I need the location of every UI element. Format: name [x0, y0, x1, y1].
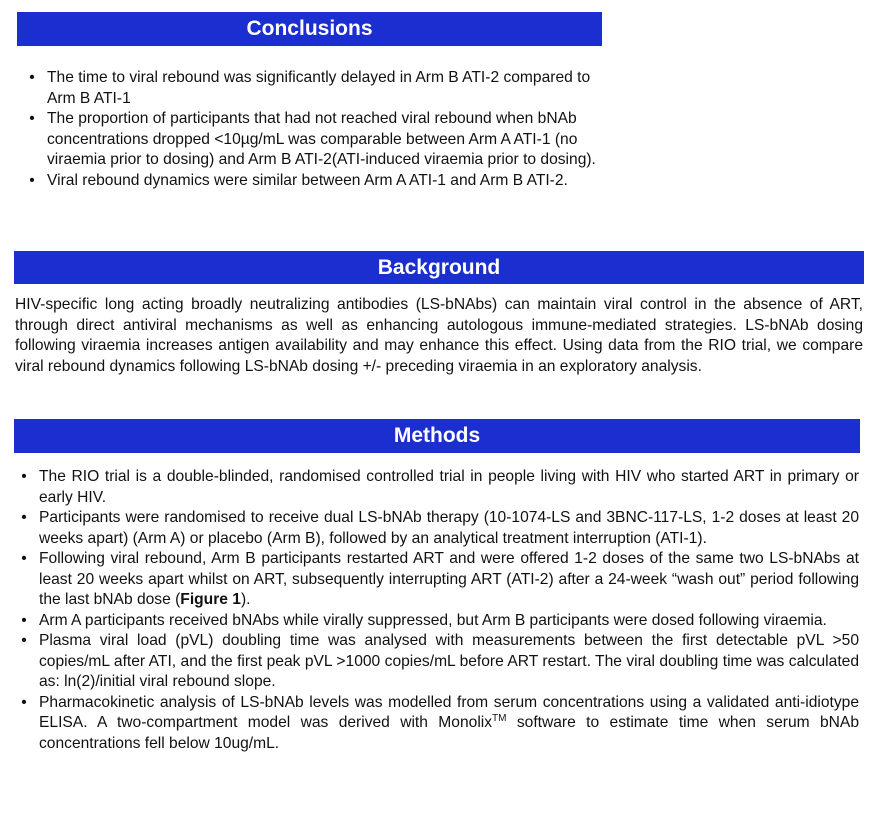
- list-item: [17, 467, 859, 508]
- conclusion-text: Viral rebound dynamics were similar between Arm A ATI-1 and Arm B ATI-2.: [47, 171, 568, 189]
- list-item: [25, 109, 615, 171]
- method-text: Pharmacokinetic analysis of LS-bNAb levels was modelled from serum concentrations using a validated anti-idiotype ELISA. A two-compartment model was derived with Monolix™ software to estimate time when serum bNAb concentrations fell below 10ug/mL.: [39, 693, 859, 752]
- conclusions-list: [25, 68, 615, 191]
- bullet-icon: •: [21, 693, 27, 711]
- trademark-superscript: TM: [492, 712, 507, 724]
- list-item: [17, 549, 859, 611]
- bullet-icon: •: [21, 550, 27, 567]
- list-item: [17, 508, 859, 549]
- list-item: [17, 631, 859, 693]
- conclusion-text: The proportion of participants that had not reached viral rebound when bNAb concentrations dropped <10µg/mL was comparable between Arm A ATI-1 (no viraemia prior to dosing) and Arm B ATI-2(ATI-induced viraemia prior to dosing).: [47, 110, 596, 168]
- bullet-icon: •: [29, 110, 35, 127]
- method-text: Following viral rebound, Arm B participants restarted ART and were offered 1-2 doses of the same two LS-bNAbs at least 20 weeks apart whilst on ART, subsequently interrupting ART (ATI-2) after a 24-week “wash out” period following the last bNAb dose (Figure 1).: [39, 550, 859, 608]
- bullet-icon: •: [21, 468, 27, 485]
- list-item: [17, 611, 859, 632]
- bullet-icon: •: [29, 171, 35, 189]
- list-item: [25, 68, 615, 109]
- list-item: [17, 693, 859, 755]
- bullet-icon: •: [21, 611, 27, 629]
- methods-list: [17, 467, 859, 754]
- method-text: Participants were randomised to receive dual LS-bNAb therapy (10-1074-LS and 3BNC-117-LS, 1-2 doses at least 20 weeks apart) (Arm A) or placebo (Arm B), followed by an analytical treatment interruption (ATI-1).: [39, 509, 859, 547]
- list-item: [25, 171, 615, 192]
- conclusion-text: The time to viral rebound was significantly delayed in Arm B ATI-2 compared to Arm B ATI-1: [47, 69, 591, 107]
- conclusions-heading: Conclusions: [17, 12, 602, 46]
- method-text: Arm A participants received bNAbs while virally suppressed, but Arm B participants were dosed following viraemia.: [39, 611, 827, 629]
- background-heading: Background: [14, 251, 864, 284]
- method-text: The RIO trial is a double-blinded, randomised controlled trial in people living with HIV who started ART in primary or early HIV.: [39, 468, 859, 506]
- bullet-icon: •: [29, 69, 35, 86]
- background-paragraph: HIV-specific long acting broadly neutralizing antibodies (LS-bNAbs) can maintain viral control in the absence of ART, through direct antiviral mechanisms as well as enhancing autologous immune-mediated strategies. LS-bNAb dosing following viraemia increases antigen availability and may enhance this effect. Using data from the RIO trial, we compare viral rebound dynamics following LS-bNAb dosing +/- preceding viraemia in an exploratory analysis.: [15, 296, 863, 375]
- bullet-icon: •: [21, 509, 27, 526]
- figure-reference: Figure 1: [180, 591, 241, 608]
- methods-heading: Methods: [14, 419, 860, 453]
- method-text: Plasma viral load (pVL) doubling time was analysed with measurements between the first detectable pVL >50 copies/mL after ATI, and the first peak pVL >1000 copies/mL before ART restart. The viral doubling time was calculated as: ln(2)/initial viral rebound slope.: [39, 632, 859, 690]
- bullet-icon: •: [21, 632, 27, 649]
